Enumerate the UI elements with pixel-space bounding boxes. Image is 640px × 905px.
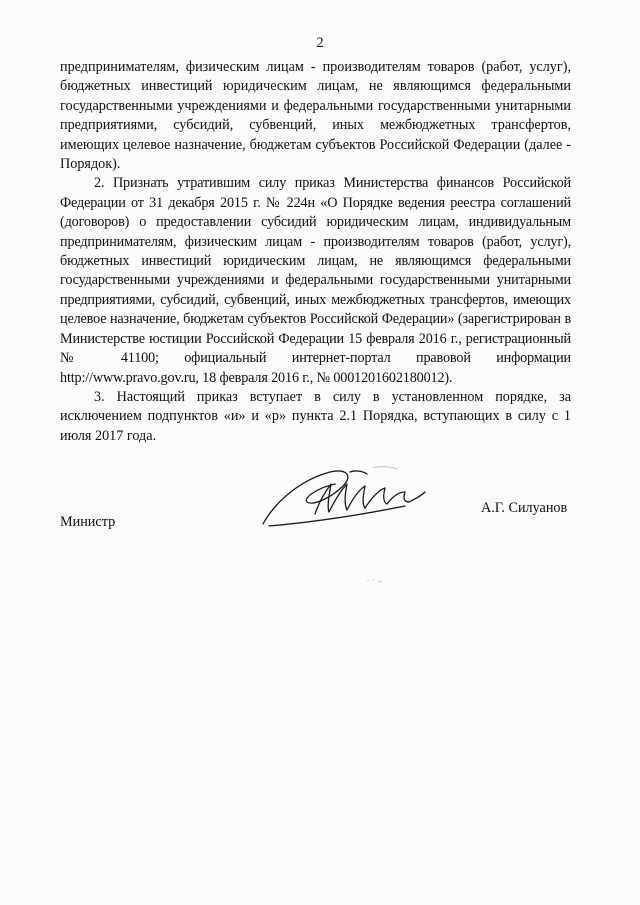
document-body <box>60 58 571 446</box>
paragraph-3: 3. Настоящий приказ вступает в силу в установленном порядке, за исключением подпунктов «и» и «р» пункта 2.1 Порядка, вступающих в силу с 1 июля 2017 года. <box>60 388 571 444</box>
scan-speck <box>366 578 386 584</box>
signature-block <box>0 480 640 560</box>
paragraph-continuation: предпринимателям, физическим лицам - производителям товаров (работ, услуг), бюджетных инвестиций юридическим лицам, не являющимся федеральными государственными учреждениями и федеральными государственными унитарными предприятиями, субсидий, субвенций, иных межбюджетных трансфертов, имеющих целевое назначение, бюджетам субъектов Российской Федерации (далее - Порядок). <box>60 59 571 173</box>
paragraph-2: 2. Признать утратившим силу приказ Министерства финансов Российской Федерации от 31 декабря 2015 г. № 224н «О Порядке ведения реестра соглашений (договоров) о предоставлении субсидий юридическим лицам, индивидуальным предпринимателям, физическим лицам - производителям товаров (работ, услуг), бюджетных инвестиций юридическим лицам, не являющимся федеральными государственными учреждениями и федеральными государственными унитарными предприятиями, субсидий, субвенций, иных межбюджетных трансфертов, имеющих целевое назначение, бюджетам субъектов Российской Федерации» (зарегистрирован в Министерстве юстиции Российской Федерации 15 февраля 2016 г., регистрационный № 41100; официальный интернет-портал правовой информации http://www.pravo.gov.ru, 18 февраля 2016 г., № 0001201602180012). <box>60 175 571 386</box>
signer-title: Министр <box>60 514 116 530</box>
handwritten-signature <box>255 462 455 542</box>
page-number: 2 <box>316 35 324 51</box>
signer-name: А.Г. Силуанов <box>481 500 568 516</box>
